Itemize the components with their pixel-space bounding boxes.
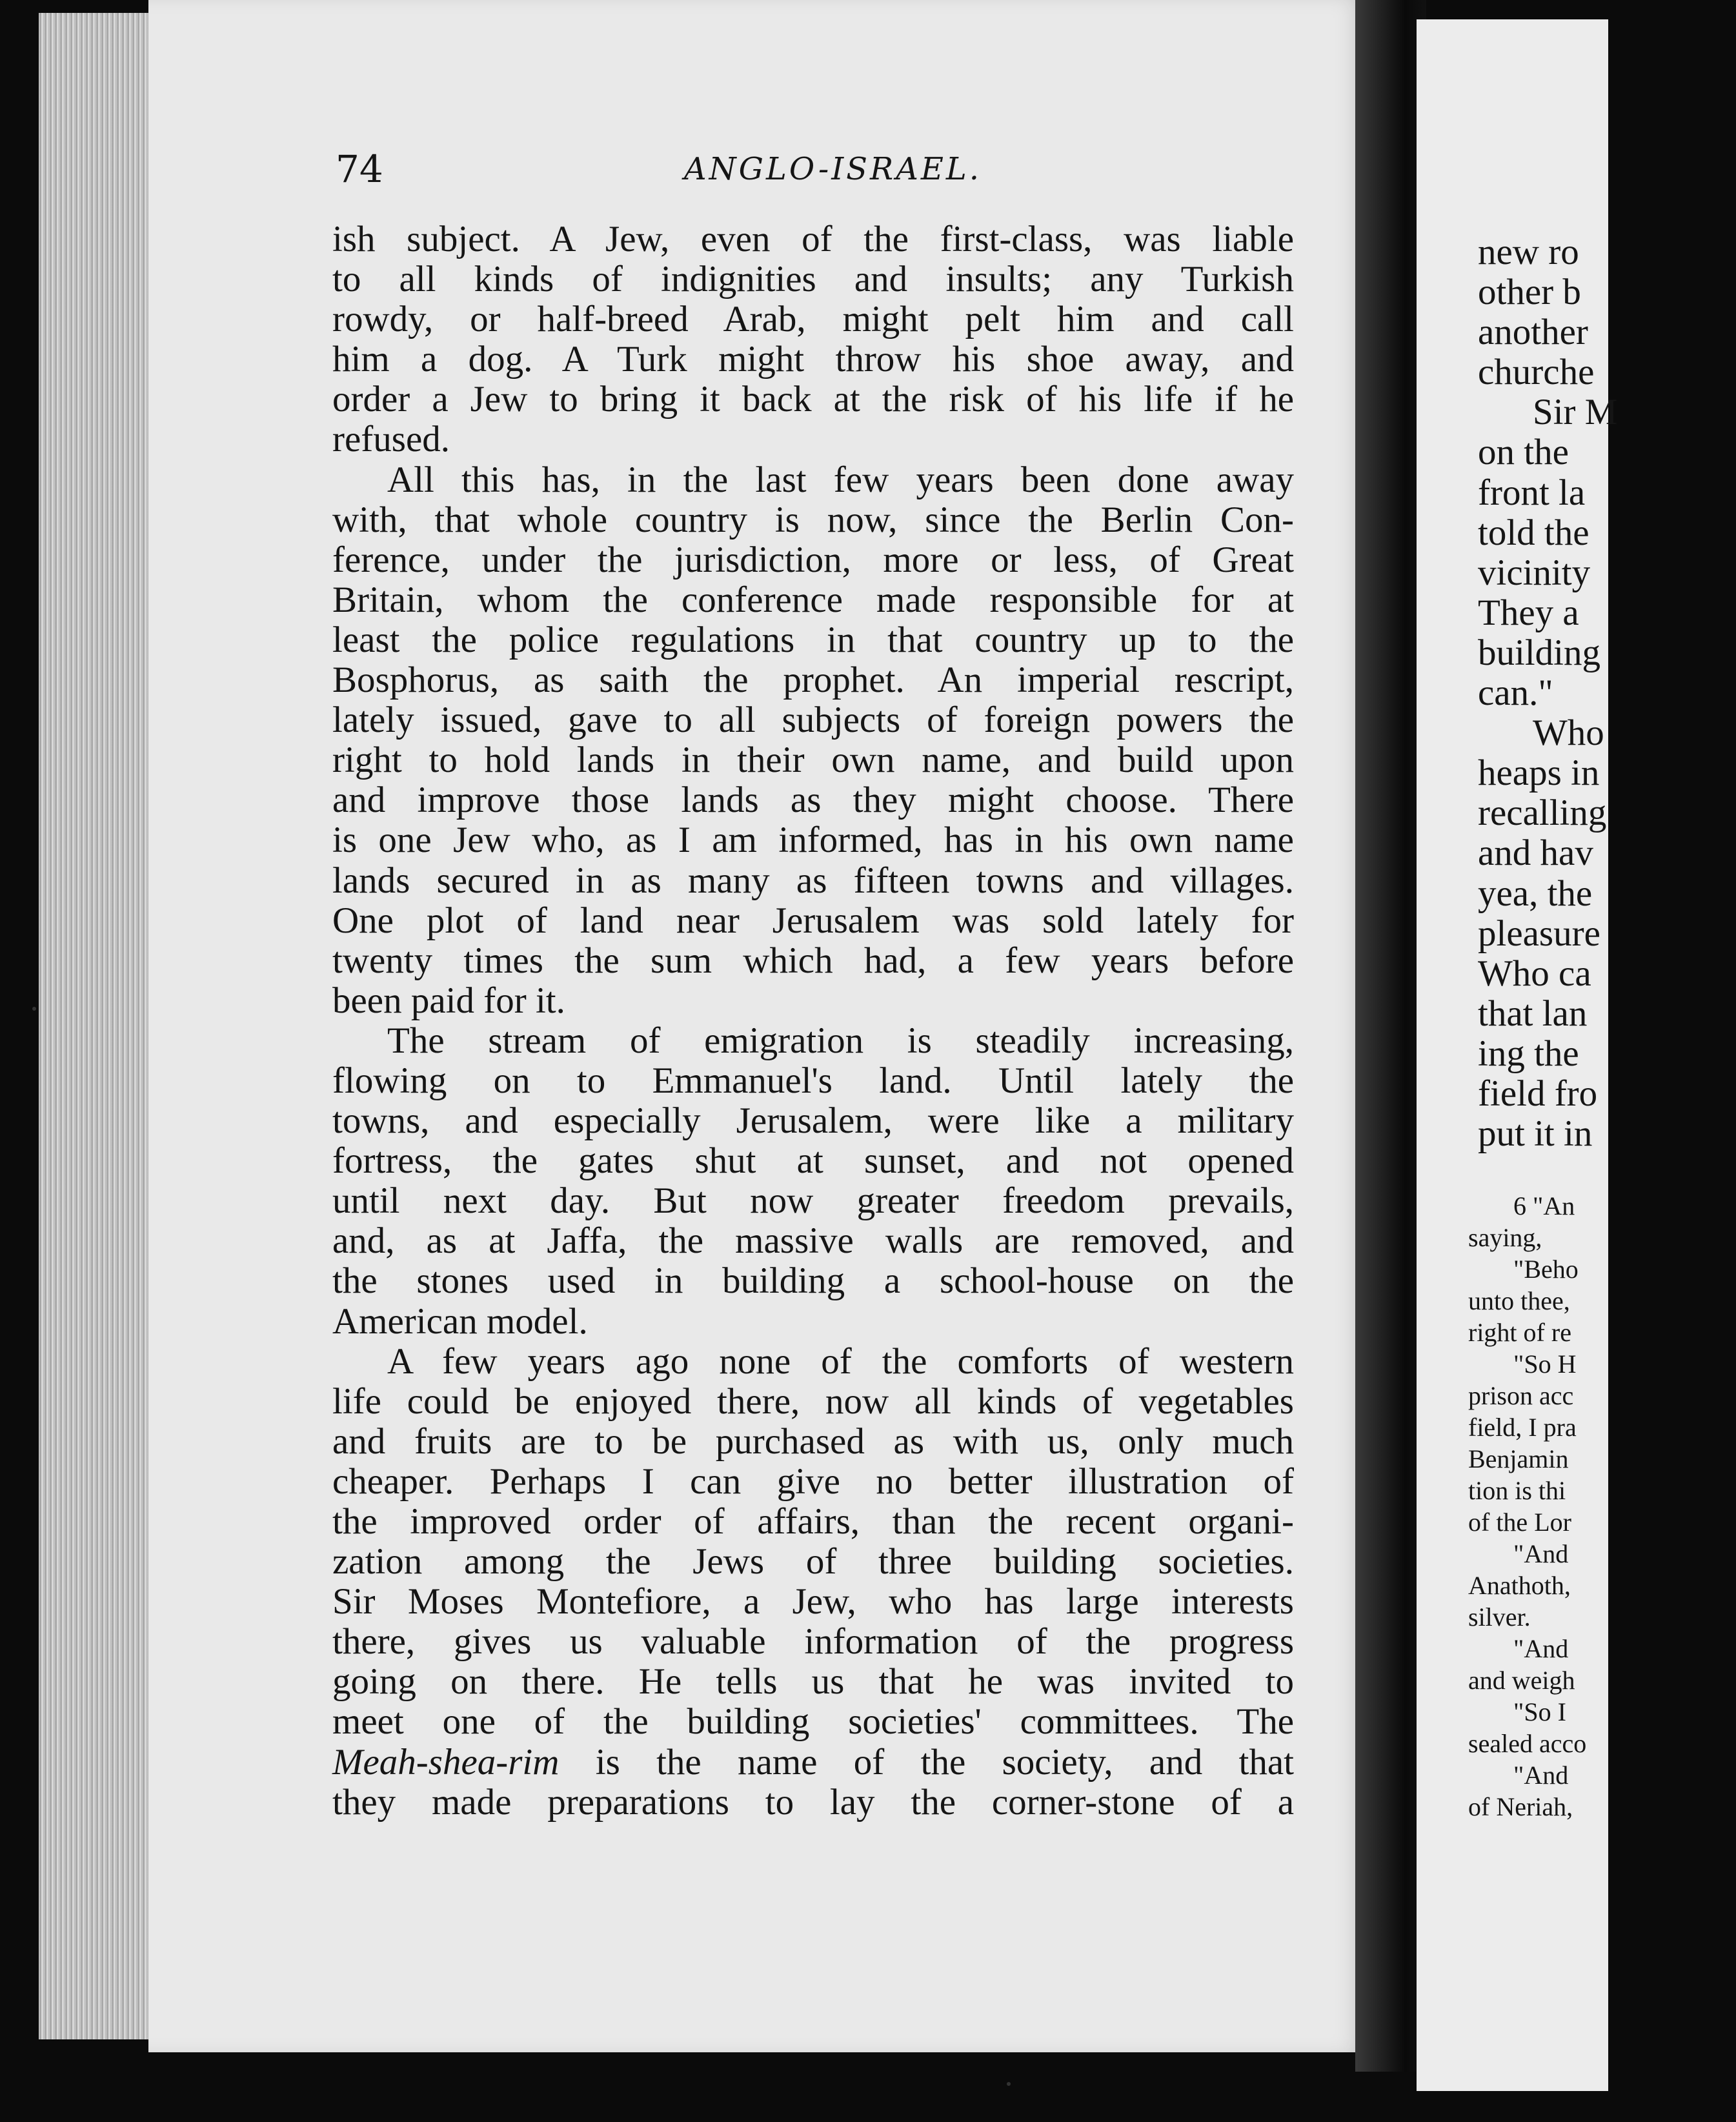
right-text-line: other b [1478, 272, 1581, 313]
right-page [1417, 19, 1618, 2091]
text-line: ish subject. A Jew, even of the first-class, was liable [332, 219, 1294, 259]
paragraph [332, 219, 1294, 460]
page-number: 74 [336, 147, 383, 191]
right-text-line: recalling [1478, 793, 1607, 834]
right-text-line: front la [1478, 472, 1586, 513]
right-footnote-line: "And [1513, 1761, 1569, 1790]
text-line: Britain, whom the conference made responsible for at [332, 579, 1294, 620]
right-page-footnote [1468, 1190, 1726, 1823]
right-footnote-line: 6 "An [1513, 1191, 1575, 1220]
text-line: zation among the Jews of three building societies. [332, 1541, 1294, 1582]
text-line: to all kinds of indignities and insults; any Turkish [332, 259, 1294, 300]
right-text-line: field fro [1478, 1073, 1598, 1114]
text-line: until next day. But now greater freedom prevails, [332, 1180, 1294, 1222]
right-page-text [1478, 232, 1736, 1154]
print-speck [32, 1007, 36, 1011]
text-line: refused. [332, 419, 450, 460]
text-line: meet one of the building societies' committees. The [332, 1701, 1294, 1743]
right-text-line: pleasure [1478, 913, 1600, 954]
right-text-line: can." [1478, 672, 1553, 714]
paragraph [332, 1021, 1294, 1342]
text-line: flowing on to Emmanuel's land. Until lately the [332, 1060, 1294, 1101]
right-footnote-line: tion is thi [1468, 1476, 1566, 1505]
text-line: Bosphorus, as saith the prophet. An imperial rescript, [332, 660, 1294, 701]
text-line: cheaper. Perhaps I can give no better illustration of [332, 1460, 1294, 1502]
right-text-line: Sir M [1533, 392, 1618, 433]
text-line: lands secured in as many as fifteen towns and villages. [332, 860, 1294, 901]
text-line: The stream of emigration is steadily increasing, [387, 1020, 1294, 1061]
right-footnote-line: right of re [1468, 1318, 1571, 1347]
right-footnote-line: prison acc [1468, 1381, 1574, 1410]
text-line: him a dog. A Turk might throw his shoe away, and [332, 339, 1294, 380]
text-line: right to hold lands in their own name, and build upon [332, 740, 1294, 781]
text-line: and, as at Jaffa, the massive walls are removed, and [332, 1220, 1294, 1262]
right-footnote-line: "So I [1513, 1697, 1566, 1726]
text-line: towns, and especially Jerusalem, were like a military [332, 1100, 1294, 1142]
text-line: rowdy, or half-breed Arab, might pelt him and call [332, 299, 1294, 340]
text-line: lately issued, gave to all subjects of foreign powers the [332, 700, 1294, 741]
right-footnote-line: unto thee, [1468, 1286, 1570, 1315]
text-line: is one Jew who, as I am informed, has in his own name [332, 820, 1294, 861]
text-line: least the police regulations in that country up to the [332, 619, 1294, 660]
right-footnote-line: "And [1513, 1539, 1569, 1568]
text-line: been paid for it. [332, 980, 565, 1021]
right-footnote-line: and weigh [1468, 1666, 1575, 1695]
right-footnote-line: silver. [1468, 1602, 1531, 1632]
right-footnote-line: Anathoth, [1468, 1571, 1571, 1600]
right-footnote-line: Benjamin [1468, 1444, 1569, 1473]
text-line: with, that whole country is now, since the Berlin Con- [332, 499, 1294, 540]
book-gutter [1355, 0, 1426, 2072]
text-line: All this has, in the last few years been done away [387, 459, 1294, 500]
right-text-line: vicinity [1478, 552, 1591, 593]
right-text-line: ing the [1478, 1033, 1579, 1074]
text-line: the improved order of affairs, than the recent organi- [332, 1501, 1294, 1542]
right-text-line: yea, the [1478, 873, 1593, 914]
text-line: and improve those lands as they might choose. There [332, 780, 1294, 821]
text-line: One plot of land near Jerusalem was sold lately for [332, 900, 1294, 941]
text-line: A few years ago none of the comforts of western [387, 1340, 1294, 1382]
text-line: order a Jew to bring it back at the risk of his life if he [332, 379, 1294, 420]
text-line: ference, under the jurisdiction, more or less, of Great [332, 539, 1294, 580]
right-text-line: put it in [1478, 1113, 1593, 1155]
right-footnote-line: saying, [1468, 1223, 1542, 1252]
text-line: going on there. He tells us that he was invited to [332, 1661, 1294, 1703]
right-footnote-line: of the Lor [1468, 1508, 1571, 1537]
text-line: Meah-shea-rim is the name of the society, and that [332, 1741, 1294, 1783]
text-line: and fruits are to be purchased as with us, only much [332, 1420, 1294, 1462]
text-line: fortress, the gates shut at sunset, and not opened [332, 1140, 1294, 1182]
right-text-line: heaps in [1478, 753, 1600, 794]
right-text-line: building [1478, 632, 1601, 673]
right-footnote-line: "And [1513, 1634, 1569, 1663]
right-text-line: and hav [1478, 833, 1593, 874]
right-text-line: another [1478, 312, 1588, 353]
right-footnote-line: "Beho [1513, 1255, 1579, 1284]
paragraph [332, 1342, 1294, 1823]
paragraph [332, 460, 1294, 1021]
right-footnote-line: field, I pra [1468, 1413, 1577, 1442]
text-line: they made preparations to lay the corner-stone of a [332, 1781, 1294, 1823]
body-text [332, 219, 1294, 1823]
right-text-line: on the [1478, 432, 1569, 473]
right-text-line: told the [1478, 512, 1590, 553]
text-line: life could be enjoyed there, now all kinds of vegetables [332, 1380, 1294, 1422]
right-text-line: that lan [1478, 993, 1588, 1034]
print-speck [1007, 2082, 1011, 2086]
text-line: American model. [332, 1300, 588, 1342]
text-line: twenty times the sum which had, a few years before [332, 940, 1294, 981]
right-text-line: churche [1478, 352, 1595, 393]
right-text-line: Who [1533, 712, 1604, 754]
text-line: Sir Moses Montefiore, a Jew, who has large interests [332, 1581, 1294, 1622]
right-text-line: new ro [1478, 232, 1579, 272]
text-line: the stones used in building a school-house on the [332, 1260, 1294, 1302]
running-title: ANGLO-ISRAEL. [684, 151, 982, 187]
page-header [336, 147, 1291, 199]
book-page-edges [39, 13, 161, 2039]
right-text-line: Who ca [1478, 953, 1591, 994]
right-footnote-line: "So H [1513, 1349, 1577, 1379]
right-footnote-line: sealed acco [1468, 1729, 1587, 1758]
right-footnote-line: of Neriah, [1468, 1792, 1573, 1821]
right-text-line: They a [1478, 592, 1579, 633]
text-line: there, gives us valuable information of the progress [332, 1621, 1294, 1662]
